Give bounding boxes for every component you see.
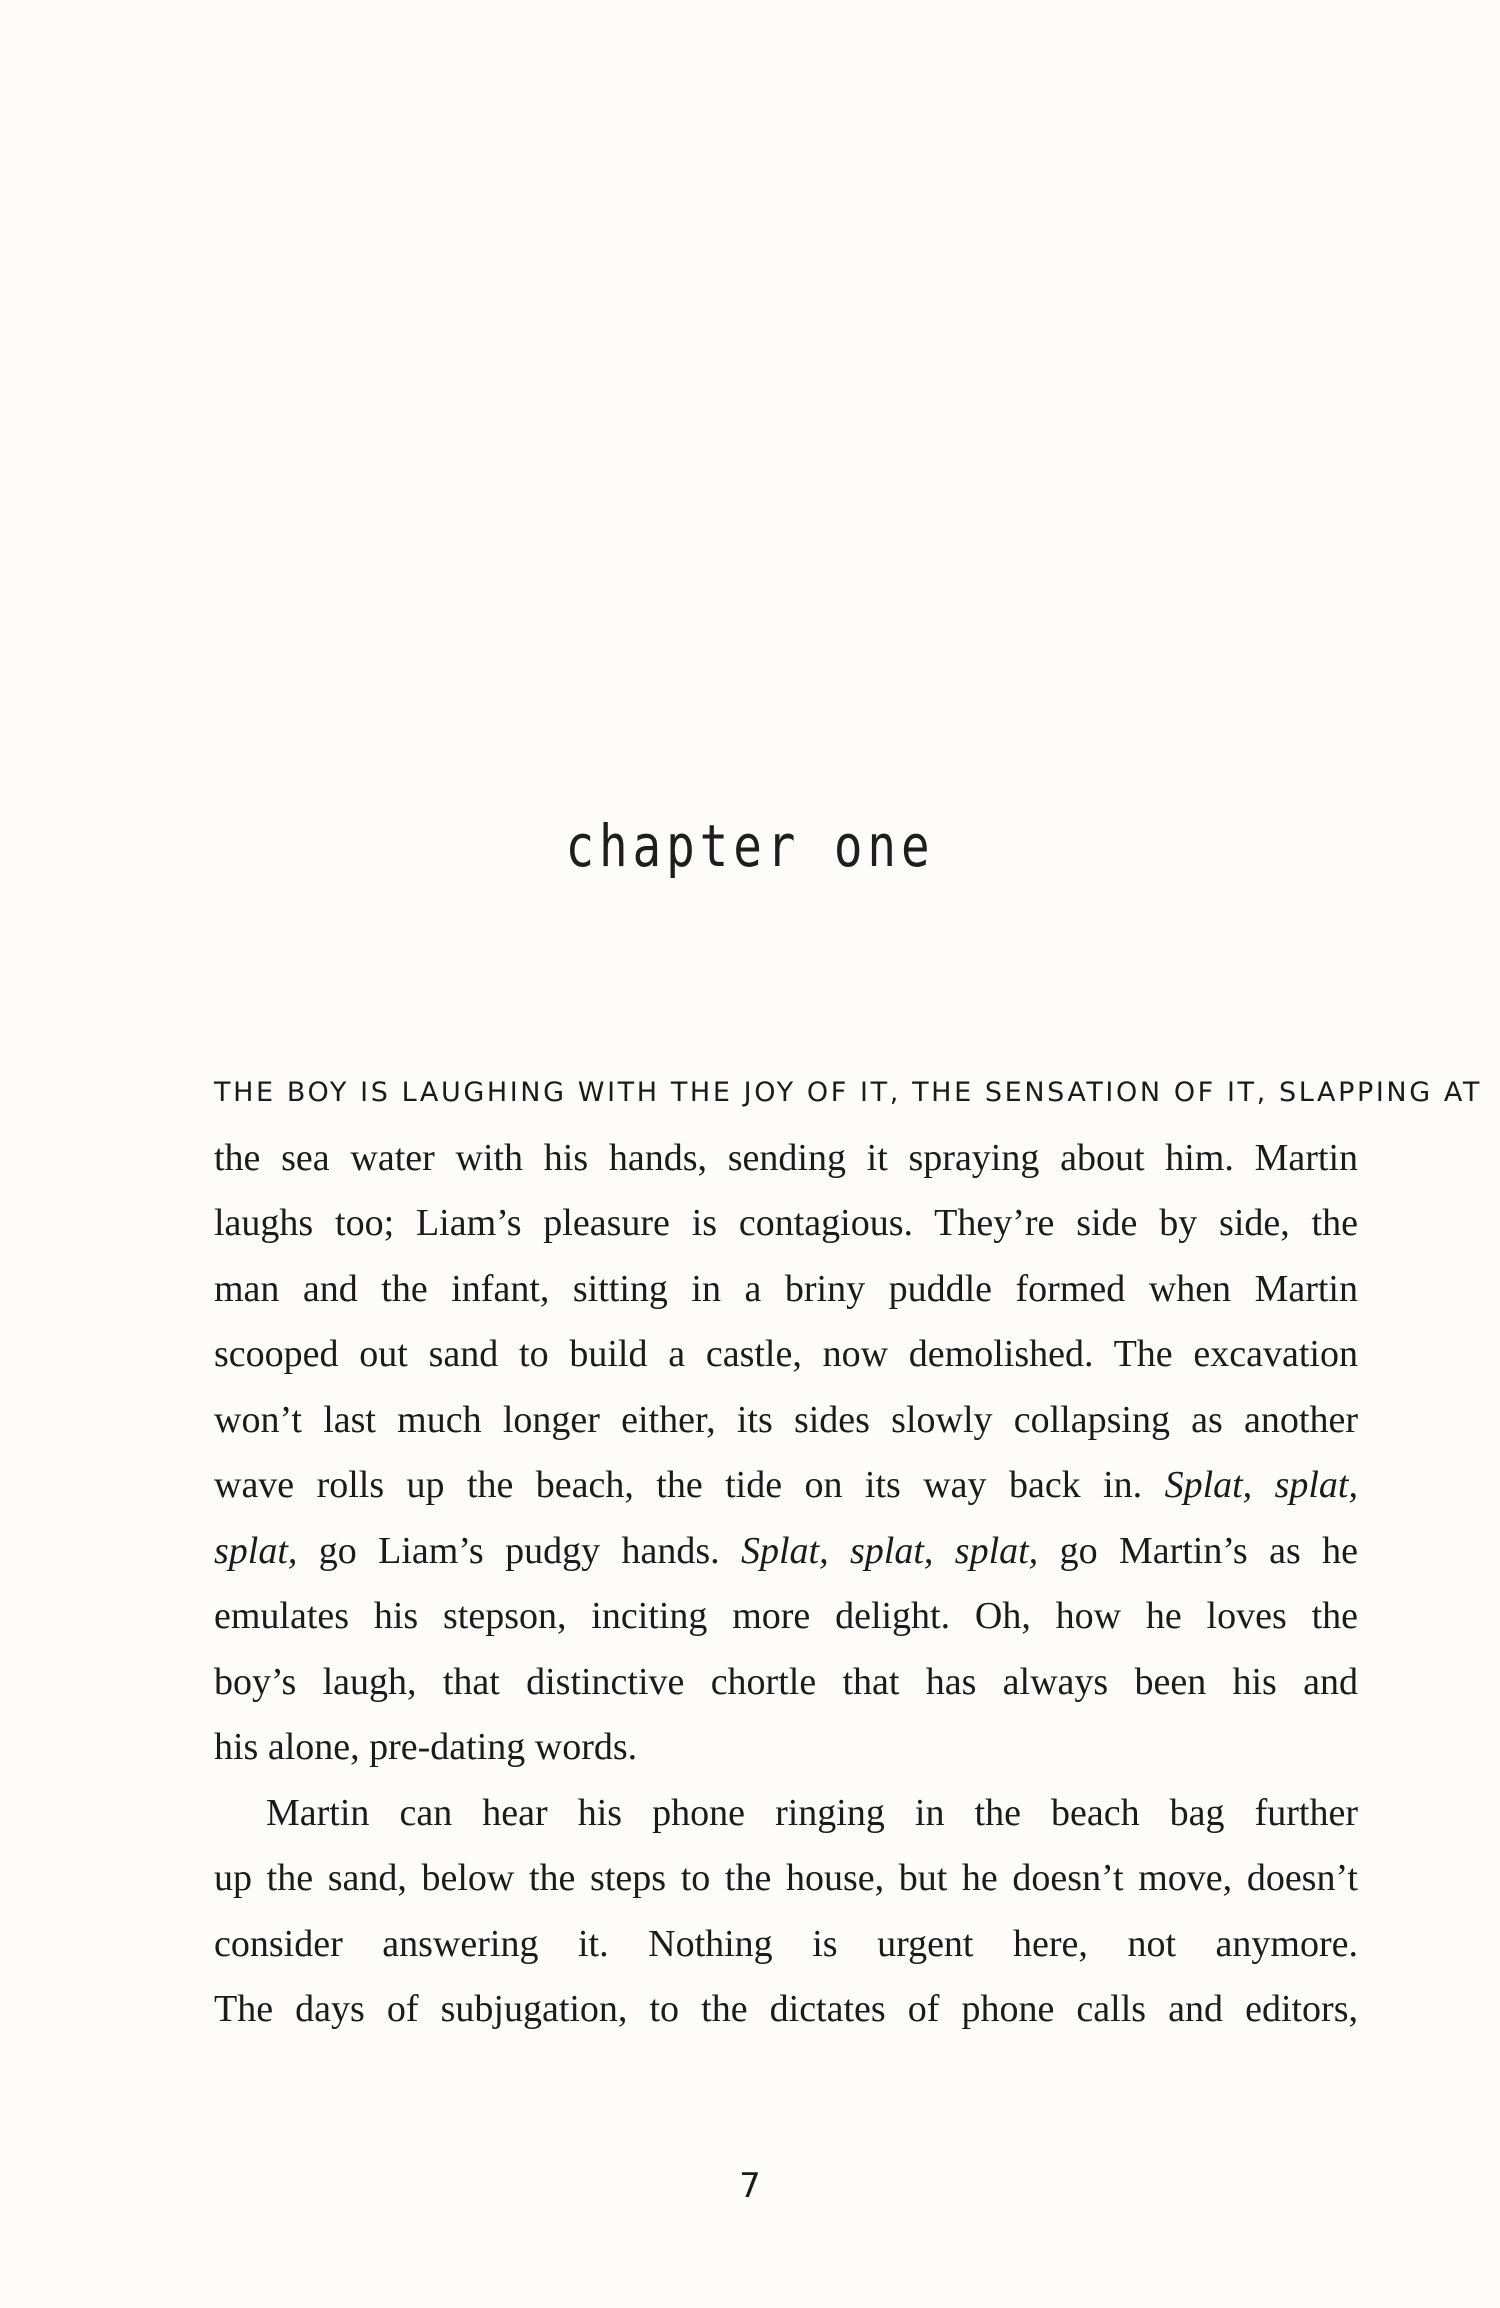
- text-line: laughs too; Liam’s pleasure is contagious. They’re side by side, the: [214, 1202, 1358, 1244]
- italic-segment: splat,: [214, 1529, 298, 1572]
- text-line: his alone, pre-dating words.: [214, 1726, 638, 1768]
- text-line: man and the infant, sitting in a briny puddle formed when Martin: [214, 1267, 1358, 1310]
- text-line: [214, 1453, 1358, 1519]
- text-segment: wave rolls up the beach, the tide on its way back in.: [214, 1464, 1165, 1506]
- page-number: 7: [739, 2166, 761, 2206]
- opening-line-small-caps: THE BOY IS LAUGHING WITH THE JOY OF IT, THE SENSATION OF IT, SLAPPING AT: [214, 1077, 1482, 1108]
- text-line: The days of subjugation, to the dictates of phone calls and editors,: [214, 1988, 1358, 2030]
- text-segment: go Martin’s as he: [1038, 1529, 1358, 1572]
- text-line: the sea water with his hands, sending it spraying about him. Martin: [214, 1136, 1358, 1179]
- italic-segment: Splat, splat,: [1164, 1464, 1358, 1506]
- text-line: boy’s laugh, that distinctive chortle that has always been his and: [214, 1660, 1358, 1703]
- text-line: scooped out sand to build a castle, now demolished. The excavation: [214, 1333, 1358, 1375]
- body-text: [214, 1060, 1482, 2043]
- text-line: up the sand, below the steps to the house, but he doesn’t move, doesn’t: [214, 1857, 1358, 1899]
- text-line: emulates his stepson, inciting more delight. Oh, how he loves the: [214, 1595, 1358, 1637]
- text-line: Martin can hear his phone ringing in the beach bag further: [266, 1791, 1358, 1834]
- text-line: won’t last much longer either, its sides slowly collapsing as another: [214, 1398, 1358, 1441]
- text-line: consider answering it. Nothing is urgent here, not anymore.: [214, 1922, 1358, 1965]
- italic-segment: Splat, splat, splat,: [741, 1529, 1039, 1572]
- text-line: [214, 1519, 1358, 1585]
- text-segment: go Liam’s pudgy hands.: [297, 1529, 741, 1572]
- chapter-title: chapter one: [565, 812, 935, 880]
